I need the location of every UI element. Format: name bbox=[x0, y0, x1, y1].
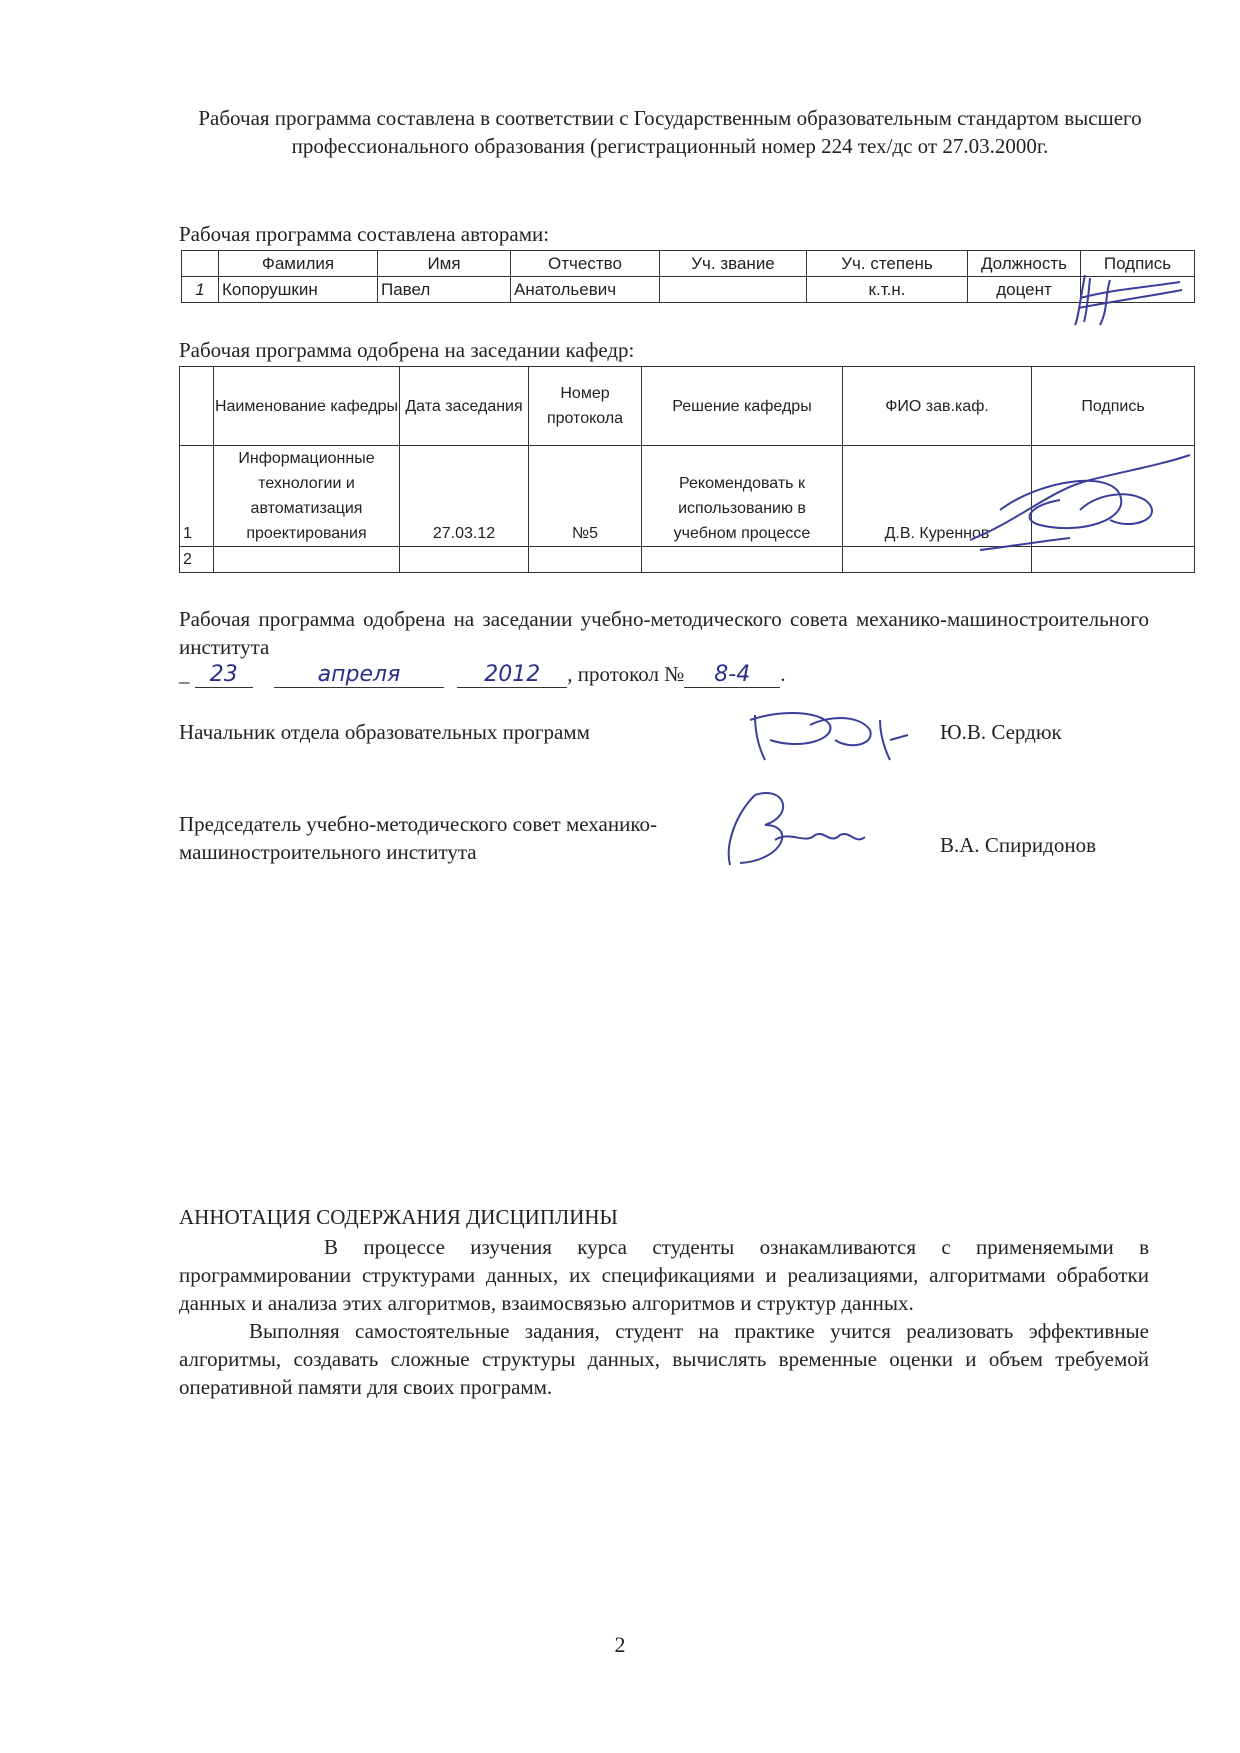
cell-position: доцент bbox=[968, 277, 1081, 303]
cell-dept: Информационные технологии и автоматизация проектирования bbox=[214, 446, 400, 547]
table-row bbox=[182, 277, 1195, 303]
col-num bbox=[182, 251, 219, 277]
cell-surname: Копорушкин bbox=[219, 277, 378, 303]
col-signature: Подпись bbox=[1081, 251, 1195, 277]
council-date-line: _ 23 апреля 2012 , протокол № 8-4 . bbox=[179, 662, 786, 687]
council-text: Рабочая программа одобрена на заседании учебно-методического совета механико-машиностроительного института bbox=[179, 607, 1149, 659]
protocol-label: , протокол № bbox=[567, 662, 685, 686]
annotation-title: АННОТАЦИЯ СОДЕРЖАНИЯ ДИСЦИПЛИНЫ bbox=[179, 1205, 618, 1229]
authors-table bbox=[181, 250, 1195, 303]
col-num bbox=[180, 367, 214, 446]
annotation-paragraph-2: Выполняя самостоятельные задания, студент на практике учится реализовать эффективные алгоритмы, создавать сложные структуры данных, вычислять временные оценки и объем требуемой оперативной памяти для своих программ. bbox=[179, 1319, 1149, 1399]
authors-header-row bbox=[182, 251, 1195, 277]
annotation-paragraph-1: В процессе изучения курса студенты ознакамливаются с применяемыми в программировании структурами данных, их спецификациями и реализациями, алгоритмами обработки данных и анализа этих алгоритмов, взаимосвязью алгоритмов и структур данных. bbox=[179, 1235, 1149, 1315]
official-role-2: Председатель учебно-методического совет механико-машиностроительного института bbox=[179, 812, 657, 864]
cell-head: Д.В. Куреннов bbox=[843, 446, 1032, 547]
cell-patronymic: Анатольевич bbox=[511, 277, 660, 303]
cell-decision bbox=[642, 547, 843, 573]
cell-decision: Рекомендовать к использованию в учебном процессе bbox=[642, 446, 843, 547]
cell-num: 1 bbox=[180, 446, 214, 547]
council-year: 2012 bbox=[457, 662, 567, 688]
cell-date: 27.03.12 bbox=[400, 446, 529, 547]
cell-protocol: №5 bbox=[529, 446, 642, 547]
col-name: Имя bbox=[378, 251, 511, 277]
authors-caption: Рабочая программа составлена авторами: bbox=[179, 222, 550, 246]
page-number: 2 bbox=[614, 1632, 626, 1657]
protocol-number: 8-4 bbox=[684, 662, 780, 688]
official-name-1: Ю.В. Сердюк bbox=[940, 720, 1062, 744]
col-signature: Подпись bbox=[1032, 367, 1195, 446]
cell-name: Павел bbox=[378, 277, 511, 303]
cell-num: 1 bbox=[182, 277, 219, 303]
col-surname: Фамилия bbox=[219, 251, 378, 277]
official-role-1: Начальник отдела образовательных программ bbox=[179, 720, 590, 744]
official-signature-1 bbox=[740, 705, 910, 765]
cell-degree: к.т.н. bbox=[807, 277, 968, 303]
departments-header-row bbox=[180, 367, 1195, 446]
author-signature bbox=[1070, 270, 1190, 330]
col-title: Уч. звание bbox=[660, 251, 807, 277]
cell-protocol bbox=[529, 547, 642, 573]
col-decision: Решение кафедры bbox=[642, 367, 843, 446]
col-dept: Наименование кафедры bbox=[214, 367, 400, 446]
cell-dept bbox=[214, 547, 400, 573]
council-day: 23 bbox=[195, 662, 253, 688]
departments-caption: Рабочая программа одобрена на заседании кафедр: bbox=[179, 338, 635, 362]
col-date: Дата заседания bbox=[400, 367, 529, 446]
cell-title bbox=[660, 277, 807, 303]
col-protocol: Номер протокола bbox=[529, 367, 642, 446]
council-month: апреля bbox=[274, 662, 444, 688]
cell-num: 2 bbox=[180, 547, 214, 573]
cell-date bbox=[400, 547, 529, 573]
col-patronymic: Отчество bbox=[511, 251, 660, 277]
official-signature-2 bbox=[715, 785, 875, 875]
col-degree: Уч. степень bbox=[807, 251, 968, 277]
col-position: Должность bbox=[968, 251, 1081, 277]
dept-head-signature bbox=[960, 450, 1200, 560]
official-name-2: В.А. Спиридонов bbox=[940, 833, 1096, 857]
col-head: ФИО зав.каф. bbox=[843, 367, 1032, 446]
intro-text: Рабочая программа составлена в соответствии с Государственным образовательным стандартом высшего профессионального образования (регистрационный номер 224 тех/дс от 27.03.2000г. bbox=[198, 106, 1142, 158]
